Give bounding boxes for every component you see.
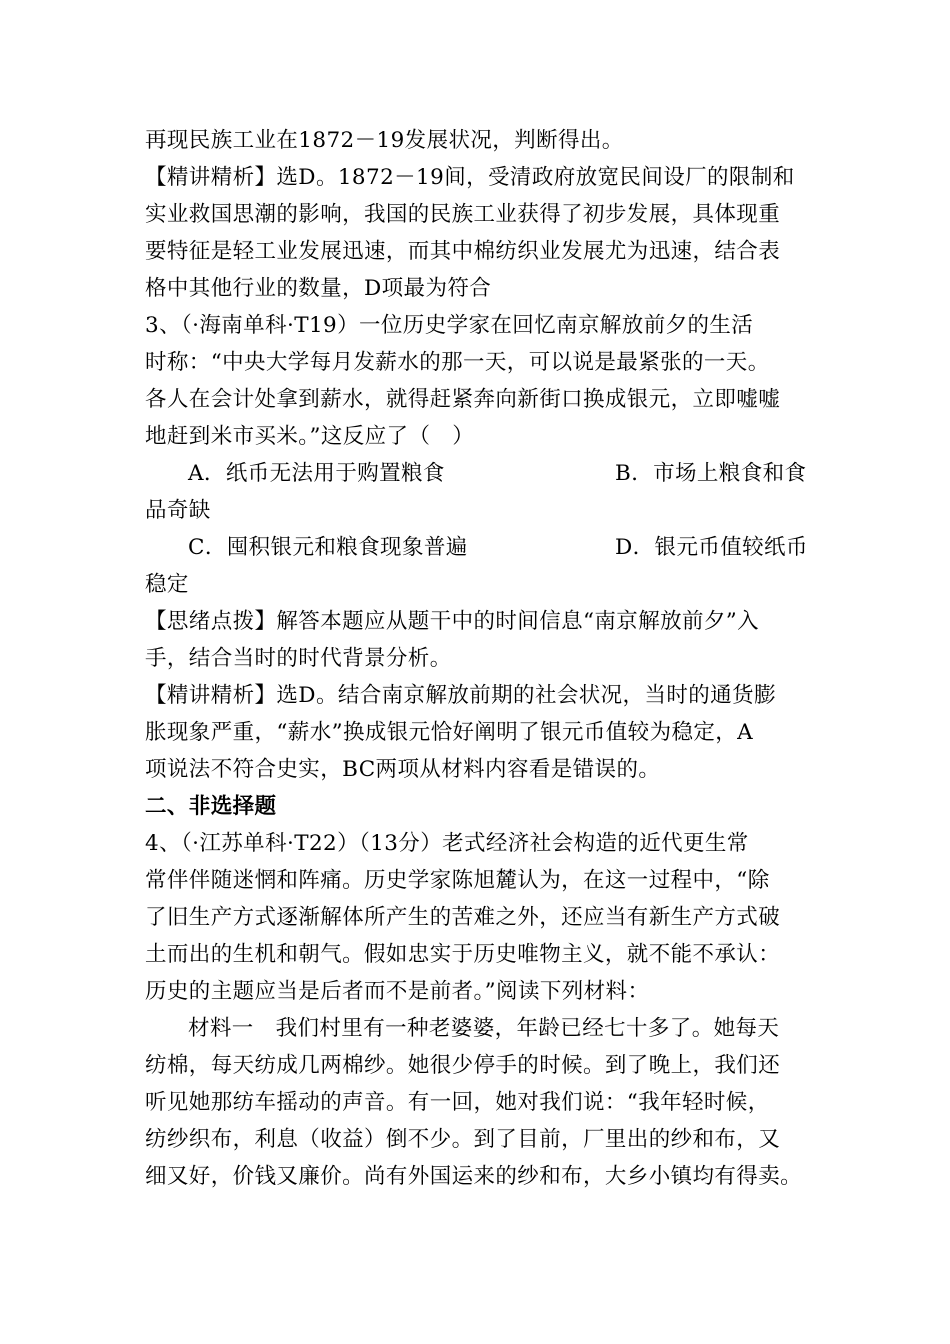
analysis-paragraph-line: 【精讲精析】选D。1872－19间，受清政府放宽民间设厂的限制和 — [145, 165, 795, 190]
option-b-continuation: 品奇缺 — [145, 498, 211, 523]
question-4-stem-line: 4、（·江苏单科·T22）（13分）老式经济社会构造的近代更生常 — [145, 831, 749, 856]
option-c: C．囤积银元和粮食现象普遍 — [188, 535, 468, 560]
question-3-stem-line: 地赶到米市买米。”这反应了（ ） — [145, 424, 475, 449]
option-b: B．市场上粮食和食 — [615, 461, 807, 486]
text-line: 再现民族工业在1872－19发展状况，判断得出。 — [145, 128, 624, 153]
analysis-paragraph-line: 格中其他行业的数量，D项最为符合 — [145, 276, 492, 301]
analysis-paragraph-line: 要特征是轻工业发展迅速，而其中棉纺织业发展尤为迅速，结合表 — [145, 239, 781, 264]
question-3-stem-line: 时称：“中央大学每月发薪水的那一天，可以说是最紧张的一天。 — [145, 350, 770, 375]
question-4-stem-line: 常伴伴随迷惘和阵痛。历史学家陈旭麓认为，在这一过程中，“除 — [145, 868, 770, 893]
option-d: D．银元币值较纸币 — [615, 535, 808, 560]
analysis-line: 【精讲精析】选D。结合南京解放前期的社会状况，当时的通货膨 — [145, 683, 776, 708]
question-3-stem-line: 3、（·海南单科·T19）一位历史学家在回忆南京解放前夕的生活 — [145, 313, 754, 338]
analysis-line: 项说法不符合史实，BC两项从材料内容看是错误的。 — [145, 757, 661, 782]
question-4-stem-line: 历史的主题应当是后者而不是前者。”阅读下列材料： — [145, 979, 650, 1004]
material-1-line: 细又好，价钱又廉价。尚有外国运来的纱和布，大乡小镇均有得卖。 — [145, 1164, 803, 1189]
material-1-line: 纺纱织布，利息（收益）倒不少。到了目前，厂里出的纱和布，又 — [145, 1127, 781, 1152]
hint-line: 【思绪点拨】解答本题应从题干中的时间信息“南京解放前夕”入 — [145, 609, 760, 634]
option-d-continuation: 稳定 — [145, 572, 189, 597]
hint-line: 手，结合当时的时代背景分析。 — [145, 646, 452, 671]
question-4-stem-line: 土而出的生机和朝气。假如忠实于历史唯物主义，就不能不承认： — [145, 942, 781, 967]
material-1-line: 纺棉，每天纺成几两棉纱。她很少停手的时候。到了晚上，我们还 — [145, 1053, 781, 1078]
material-1-line: 材料一 我们村里有一种老婆婆，年龄已经七十多了。她每天 — [188, 1016, 780, 1041]
section-heading: 二、非选择题 — [145, 794, 277, 819]
analysis-paragraph-line: 实业救国思潮的影响，我国的民族工业获得了初步发展，具体现重 — [145, 202, 781, 227]
analysis-line: 胀现象严重，“薪水”换成银元恰好阐明了银元币值较为稳定，A — [145, 720, 754, 745]
material-1-line: 听见她那纺车摇动的声音。有一回，她对我们说：“我年轻时候， — [145, 1090, 770, 1115]
question-4-stem-line: 了旧生产方式逐渐解体所产生的苦难之外，还应当有新生产方式破 — [145, 905, 781, 930]
question-3-stem-line: 各人在会计处拿到薪水，就得赶紧奔向新街口换成银元，立即嘘嘘 — [145, 387, 781, 412]
option-a: A．纸币无法用于购置粮食 — [188, 461, 445, 486]
